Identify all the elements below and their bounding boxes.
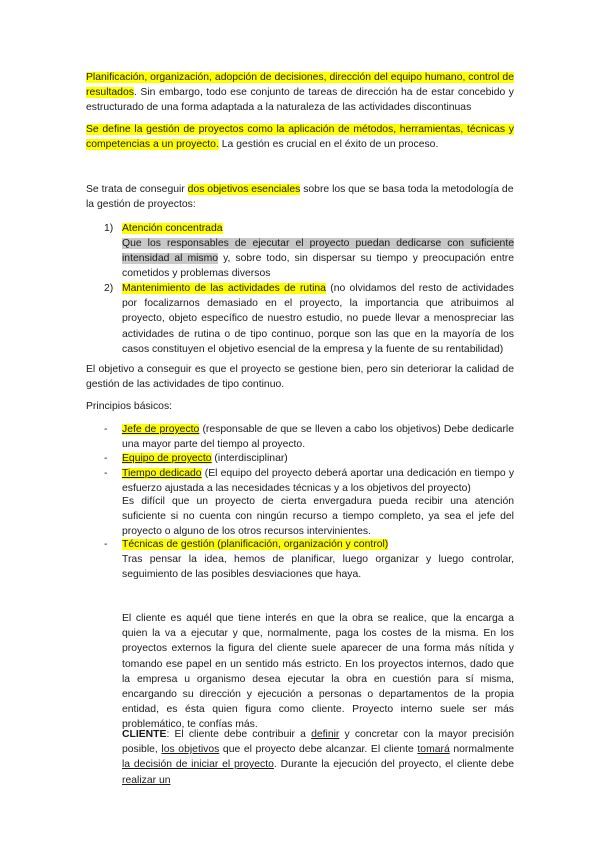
objectives-intro-highlight: dos objetivos esenciales (187, 184, 301, 195)
objectives-intro-after: sobre los que se basa toda la metodología de la gestión de proyectos: (86, 184, 514, 211)
principle-3-body (122, 466, 514, 496)
objective-2-title: Mantenimiento de las actividades de rutina (122, 283, 326, 294)
principle-4-title-wrap (122, 537, 514, 552)
definition-text: La gestión es crucial en el éxito de un proceso. (218, 139, 439, 151)
principle-1-body (122, 422, 514, 452)
objective-1-highlight: Que los responsables de ejecutar el proyecto puedan dedicarse con suficiente intensidad al mismo (122, 238, 514, 265)
client-underline-4: la decisión de iniciar el proyecto (122, 759, 274, 771)
objective-1-title-wrap (122, 221, 514, 236)
principles-heading: Principios básicos: (86, 401, 173, 412)
principle-3-title: Tiempo dedicado (122, 468, 202, 479)
objectives-intro (86, 182, 514, 212)
intro-text: . Sin embargo, todo ese conjunto de tareas de dirección ha de estar concebido y estructurado de una forma adaptada a la naturaleza de las actividades discontinuas (86, 87, 514, 114)
objective-2-number: 2) (104, 283, 114, 294)
principle-1-text: (responsable de que se lleven a cabo los objetivos) Debe dedicarle una mayor parte del tiempo al proyecto. (122, 424, 514, 451)
principle-3-text: (El equipo del proyecto deberá aportar una dedicación en tiempo y esfuerzo ajustada a las necesidades técnicas y a los objetivos del proyecto) (122, 468, 515, 495)
client-paragraph: El cliente es aquél que tiene interés en que la obra se realice, que la encarga a quien la va a ejecutar y que, normalmente, paga los costes de la misma. En los proyectos externos la figura del cliente suele aparecer de una forma más nítida y tomando ese papel en un sentido más estricto. En los proyectos internos, dado que la empresa u organismo desea ejecutar la obra en cuestión para sí misma, encargando su dirección y ejecución a personas o departamentos de la propia entidad, es ésta quien figura como cliente. Proyecto interno suele ser más problemático, te confías más. (122, 613, 514, 731)
objectives-intro-before: Se trata de conseguir (86, 184, 188, 195)
principle-4-dash: - (104, 539, 108, 550)
client-definition (122, 727, 514, 788)
client-underline-3: tomará (417, 744, 450, 756)
principle-1-dash: - (104, 424, 108, 435)
goal-paragraph: El objetivo a conseguir es que el proyecto se gestione bien, pero sin deteriorar la calidad de gestión de las actividades de tipo continuo. (86, 364, 514, 391)
objective-1-number: 1) (104, 223, 114, 234)
intro-paragraph (86, 70, 514, 116)
definition-paragraph (86, 122, 514, 152)
client-underline-5: realizar un (122, 774, 171, 786)
principle-4-title: Técnicas de gestión (planificación, organización y control) (122, 539, 389, 550)
objective-1-body (122, 236, 514, 282)
principle-2-title: Equipo de proyecto (122, 453, 212, 464)
principle-2-text: (interdisciplinar) (211, 453, 288, 464)
client-text-3: que el proyecto debe alcanzar. El cliente (219, 744, 418, 756)
client-text-1: : El cliente debe contribuir a (166, 729, 312, 740)
principle-4-extra: Tras pensar la idea, hemos de planificar, luego organizar y luego controlar, seguimiento de las posibles desviaciones que haya. (122, 554, 514, 581)
objective-2-text: (no olvidamos del resto de actividades por focalizarnos demasiado en el proyecto, la importancia que atribuimos al proyecto, objeto específico de nuestro estudio, no puede llevar a menospreciar las actividades de rutina o de tipo continuo, porque son las que en la mayoría de los casos constituyen el objetivo esencial de la empresa y la fuente de su rentabilidad) (122, 283, 514, 355)
objective-2-body (122, 281, 514, 357)
client-text-2: y concretar con la mayor precisión posible, (122, 729, 514, 756)
principle-2-dash: - (104, 453, 108, 464)
principle-2-body (122, 451, 514, 466)
objective-1-text: y, sobre todo, sin dispersar su tiempo y preocupación entre cometidos y problemas diversos (122, 253, 515, 280)
client-label: CLIENTE (122, 729, 167, 740)
principle-3-dash: - (104, 468, 108, 479)
client-underline-2: los objetivos (161, 744, 220, 756)
intro-highlight: Planificación, organización, adopción de decisiones, dirección del equipo humano, control de resultados (86, 72, 514, 99)
client-text-5: . Durante la ejecución del proyecto, el cliente debe (273, 759, 515, 771)
principle-3-extra: Es difícil que un proyecto de cierta envergadura pueda recibir una atención suficiente si no cuenta con ningún recurso a tiempo completo, ya sea el jefe del proyecto o alguno de los otros recursos intervinientes. (122, 496, 514, 538)
client-text-4: normalmente (449, 744, 514, 756)
objective-1-title: Atención concentrada (122, 223, 223, 234)
principle-1-title: Jefe de proyecto (122, 424, 200, 435)
client-underline-1: definir (311, 729, 340, 740)
definition-highlight: Se define la gestión de proyectos como la aplicación de métodos, herramientas, técnicas y competencias a un proyecto. (86, 124, 514, 151)
